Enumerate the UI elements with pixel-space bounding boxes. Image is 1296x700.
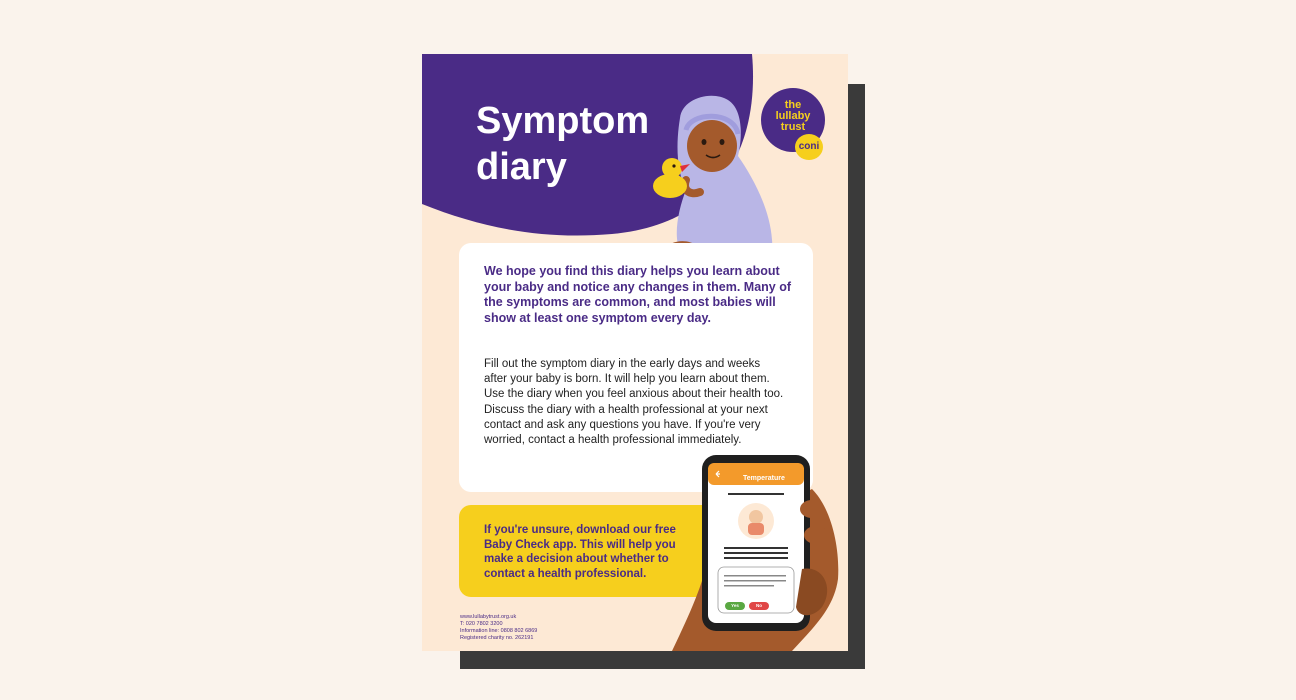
title-line-2: diary xyxy=(476,146,567,188)
intro-text: We hope you find this diary helps you learn about your baby and notice any changes in them. Many of the symptoms are common, and most babies will show at least one symptom every day. xyxy=(484,264,792,325)
footer-line: Information line: 0808 802 6869 xyxy=(460,628,538,634)
app-callout-text: If you're unsure, download our free Baby Check app. This will help you make a decision about whether to contact a health professional. xyxy=(484,524,676,580)
symptom-diary-flyer xyxy=(422,54,848,651)
footer-line: Registered charity no. 262191 xyxy=(460,635,534,641)
coni-badge: coni xyxy=(795,134,823,160)
phone-screen-title: Temperature xyxy=(743,475,785,482)
title-line-1: Symptom xyxy=(476,100,650,142)
phone-no-button: No xyxy=(749,602,769,610)
page-title xyxy=(476,98,649,190)
phone-yes-button: Yes xyxy=(725,602,745,610)
footer-line: T: 020 7802 3200 xyxy=(460,621,503,627)
body-text: Fill out the symptom diary in the early days and weeks after your baby is born. It will help you learn about them. Use the diary when you feel anxious about their health too. Discuss the diary with a health professional at your next contact and ask any questions you have. If you're very worried, contact a health professional immediately. xyxy=(484,358,784,447)
footer-contact-info xyxy=(460,614,537,642)
logo-line-1: the xyxy=(784,99,802,111)
footer-line: www.lullabytrust.org.uk xyxy=(460,614,517,620)
logo-line-3: trust xyxy=(780,121,806,133)
logo-line-2: lullaby xyxy=(775,110,811,122)
